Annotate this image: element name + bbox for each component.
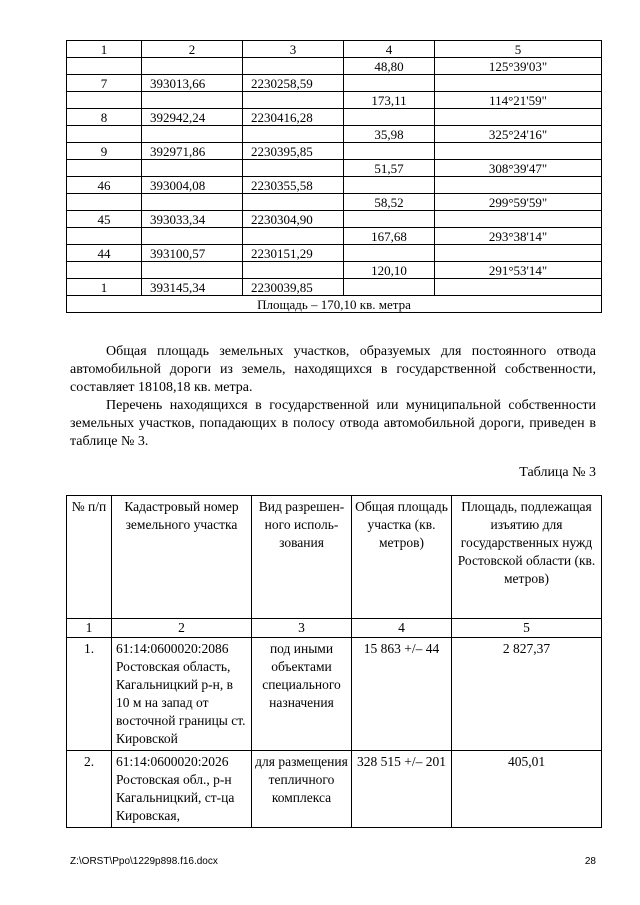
header-number: № п/п (67, 496, 112, 619)
cell-c2: 393100,57 (142, 245, 243, 262)
cell-c1: 45 (67, 211, 142, 228)
cell-c3: 2230258,59 (243, 75, 344, 92)
coordinates-table (66, 40, 602, 313)
column-numbers-row (67, 619, 602, 638)
column-number-4: 4 (352, 619, 452, 638)
table-row (67, 75, 602, 92)
cell-c3 (243, 126, 344, 143)
cell-c2: 393004,08 (142, 177, 243, 194)
table-row (67, 92, 602, 109)
cell-c1 (67, 194, 142, 211)
table-row (67, 160, 602, 177)
column-number-3: 3 (243, 41, 344, 58)
header-cadastral: Кадастровый номер земельного участка (112, 496, 252, 619)
column-number-3: 3 (252, 619, 352, 638)
cell-c1 (67, 262, 142, 279)
row-number: 2. (67, 751, 112, 828)
cell-c4 (344, 143, 435, 160)
cell-c5: 125°39'03" (435, 58, 602, 75)
cell-c3: 2230151,29 (243, 245, 344, 262)
footer-file-path: Z:\ORST\Ppo\1229p898.f16.docx (70, 856, 218, 867)
cell-c3 (243, 194, 344, 211)
table-row (67, 143, 602, 160)
cell-c2 (142, 92, 243, 109)
table-row (67, 245, 602, 262)
column-number-1: 1 (67, 619, 112, 638)
paragraph-total-area: Общая площадь земельных участков, образуемых для постоянного отвода автомобильной дороги из земель, находящихся в государственной собственности, составляет 18108,18 кв. метра. (70, 344, 596, 395)
cell-c3 (243, 262, 344, 279)
total-area-cell: 328 515 +/– 201 (352, 751, 452, 828)
table-row (67, 638, 602, 751)
cell-c3: 2230355,58 (243, 177, 344, 194)
cell-c5: 114°21'59" (435, 92, 602, 109)
column-number-4: 4 (344, 41, 435, 58)
table-row (67, 58, 602, 75)
cell-c4 (344, 211, 435, 228)
cell-c5 (435, 211, 602, 228)
cell-c5 (435, 143, 602, 160)
cell-c4 (344, 279, 435, 296)
cell-c4 (344, 245, 435, 262)
cell-c4 (344, 177, 435, 194)
table-row (67, 194, 602, 211)
paragraph-land-list: Перечень находящихся в государственной или муниципальной собственности земельных участков, попадающих в полосу отвода автомобильной дороги, приведен в таблице № 3. (70, 398, 596, 449)
table-header-row (67, 496, 602, 619)
cell-c5: 299°59'59" (435, 194, 602, 211)
cell-c5 (435, 177, 602, 194)
table-row (67, 262, 602, 279)
cell-c2 (142, 160, 243, 177)
cell-c2 (142, 262, 243, 279)
cell-c5 (435, 109, 602, 126)
cell-c1: 46 (67, 177, 142, 194)
cell-c1 (67, 228, 142, 245)
cell-c1 (67, 160, 142, 177)
permitted-use-cell: для размещения тепличного комплекса (252, 751, 352, 828)
header-total-area: Общая площадь участка (кв. метров) (352, 496, 452, 619)
table-row (67, 228, 602, 245)
header-permitted-use: Вид разрешен-ного исполь-зования (252, 496, 352, 619)
cell-c5 (435, 75, 602, 92)
seized-area-cell: 405,01 (452, 751, 602, 828)
table-caption: Таблица № 3 (519, 465, 596, 480)
cell-c3: 2230395,85 (243, 143, 344, 160)
cell-c1: 8 (67, 109, 142, 126)
cell-c5: 308°39'47" (435, 160, 602, 177)
cell-c2: 392971,86 (142, 143, 243, 160)
cell-c1: 9 (67, 143, 142, 160)
table-row (67, 126, 602, 143)
cell-c5 (435, 245, 602, 262)
table-header-row (67, 41, 602, 58)
total-area-cell: 15 863 +/– 44 (352, 638, 452, 751)
row-number: 1. (67, 638, 112, 751)
permitted-use-cell: под иными объектами специального назначения (252, 638, 352, 751)
cell-c1: 7 (67, 75, 142, 92)
header-seized-area: Площадь, подлежащая изъятию для государственных нужд Ростовской области (кв. метров) (452, 496, 602, 619)
cell-c5: 293°38'14" (435, 228, 602, 245)
cell-c4: 51,57 (344, 160, 435, 177)
cell-c2: 393145,34 (142, 279, 243, 296)
cell-c3 (243, 92, 344, 109)
cell-c2 (142, 58, 243, 75)
cell-c1: 1 (67, 279, 142, 296)
cadastral-cell: 61:14:0600020:2026 Ростовская обл., р-н Кагальницкий, ст-ца Кировская, (112, 751, 252, 828)
table-row (67, 109, 602, 126)
cell-c4: 167,68 (344, 228, 435, 245)
cell-c1 (67, 58, 142, 75)
cell-c4: 58,52 (344, 194, 435, 211)
cell-c3 (243, 160, 344, 177)
cell-c1 (67, 92, 142, 109)
cadastral-cell: 61:14:0600020:2086 Ростовская область, Кагальницкий р-н, в 10 м на запад от восточной границы ст. Кировской (112, 638, 252, 751)
seized-area-cell: 2 827,37 (452, 638, 602, 751)
column-number-2: 2 (112, 619, 252, 638)
cell-c4: 35,98 (344, 126, 435, 143)
column-number-2: 2 (142, 41, 243, 58)
cell-c1: 44 (67, 245, 142, 262)
table-row (67, 279, 602, 296)
cell-c3: 2230416,28 (243, 109, 344, 126)
table-row (67, 211, 602, 228)
cell-c2: 393013,66 (142, 75, 243, 92)
cell-c4 (344, 109, 435, 126)
cell-c2 (142, 126, 243, 143)
cell-c2: 393033,34 (142, 211, 243, 228)
cell-c5: 291°53'14" (435, 262, 602, 279)
cell-c3: 2230304,90 (243, 211, 344, 228)
table-row (67, 177, 602, 194)
footer-page-number: 28 (584, 856, 596, 867)
cell-c1 (67, 126, 142, 143)
column-number-5: 5 (452, 619, 602, 638)
cell-c5: 325°24'16" (435, 126, 602, 143)
cell-c4: 48,80 (344, 58, 435, 75)
cell-c5 (435, 279, 602, 296)
cell-c4: 173,11 (344, 92, 435, 109)
cell-c2 (142, 228, 243, 245)
cell-c4: 120,10 (344, 262, 435, 279)
cell-c3 (243, 58, 344, 75)
table-row (67, 751, 602, 828)
cell-c3 (243, 228, 344, 245)
land-plots-table (66, 495, 602, 828)
area-row (67, 296, 602, 313)
column-number-1: 1 (67, 41, 142, 58)
area-total: Площадь – 170,10 кв. метра (67, 296, 602, 313)
cell-c3: 2230039,85 (243, 279, 344, 296)
cell-c2 (142, 194, 243, 211)
column-number-5: 5 (435, 41, 602, 58)
cell-c4 (344, 75, 435, 92)
cell-c2: 392942,24 (142, 109, 243, 126)
